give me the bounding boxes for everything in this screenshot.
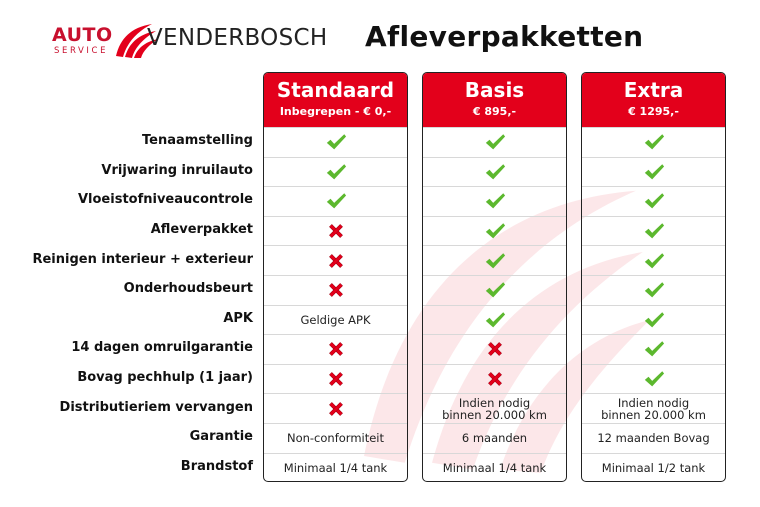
feature-label: Bovag pechhulp (1 jaar) [77,370,253,386]
package-column-basis [422,72,567,482]
feature-label: APK [223,310,253,326]
package-name: Extra [623,78,684,102]
table-cell [264,245,407,275]
package-price: Inbegrepen - € 0,- [279,105,392,118]
check-icon [325,131,347,153]
cross-icon [326,251,346,271]
cell-text: Minimaal 1/4 tank [283,460,388,475]
package-name: Basis [464,78,525,102]
check-icon [325,190,347,212]
feature-label: Vrijwaring inruilauto [101,162,253,178]
table-cell [582,453,725,482]
table-cell [264,334,407,364]
check-icon [484,190,506,212]
cell-text: Indien nodig binnen 20.000 km [442,395,547,422]
cross-icon [326,221,346,241]
table-cell [582,393,725,423]
table-cell [582,186,725,216]
cross-icon [326,339,346,359]
table-cell [264,157,407,187]
logo-service-text: SERVICE [54,46,109,56]
table-cell [582,216,725,246]
table-cell [423,305,566,335]
table-cell [264,275,407,305]
table-cell [264,393,407,423]
feature-label: Reinigen interieur + exterieur [32,251,253,267]
table-cell [423,364,566,394]
package-header [582,73,725,127]
check-icon [643,220,665,242]
table-cell [423,216,566,246]
check-icon [484,131,506,153]
table-cell [264,453,407,482]
table-cell [264,127,407,157]
table-cell [423,245,566,275]
feature-label: 14 dagen omruilgarantie [71,340,253,356]
table-cell [423,275,566,305]
package-price: € 895,- [472,105,517,118]
package-header [264,73,407,127]
feature-label: Tenaamstelling [141,133,253,149]
cross-icon [326,369,346,389]
table-cell [264,423,407,453]
brand-logo [52,22,332,58]
check-icon [484,220,506,242]
table-cell [264,364,407,394]
cell-text: 6 maanden [461,431,528,446]
check-icon [643,190,665,212]
package-price: € 1295,- [628,105,679,118]
table-cell [423,334,566,364]
check-icon [643,309,665,331]
check-icon [643,279,665,301]
table-cell [264,216,407,246]
cross-icon [326,280,346,300]
cross-icon [326,399,346,419]
table-cell [423,393,566,423]
cell-text: Indien nodig binnen 20.000 km [601,395,706,422]
cell-text: 12 maanden Bovag [597,431,710,446]
logo-brand-text: VENDERBOSCH [147,25,328,51]
check-icon [643,338,665,360]
table-cell [582,423,725,453]
cross-icon [485,339,505,359]
cell-text: Minimaal 1/4 tank [442,460,547,475]
cell-text: Geldige APK [300,312,371,327]
table-cell [582,245,725,275]
check-icon [484,279,506,301]
check-icon [643,161,665,183]
feature-label: Garantie [189,429,253,445]
cell-text: Non-conformiteit [286,431,385,446]
check-icon [325,161,347,183]
table-cell [582,275,725,305]
check-icon [484,250,506,272]
table-cell [582,334,725,364]
table-cell [423,186,566,216]
feature-label: Vloeistofniveaucontrole [77,192,253,208]
package-name: Standaard [276,78,395,102]
table-cell [423,157,566,187]
table-cell [423,453,566,482]
table-cell [264,305,407,335]
feature-label: Distributieriem vervangen [59,399,253,415]
package-header [423,73,566,127]
feature-label: Brandstof [180,458,253,474]
logo-auto-text: AUTO [52,24,113,46]
cell-text: Minimaal 1/2 tank [601,460,706,475]
table-cell [423,127,566,157]
table-cell [582,127,725,157]
check-icon [484,161,506,183]
table-cell [423,423,566,453]
package-column-standaard [263,72,408,482]
table-cell [582,305,725,335]
table-cell [264,186,407,216]
check-icon [643,250,665,272]
table-cell [582,364,725,394]
check-icon [643,131,665,153]
feature-label: Afleverpakket [150,222,253,238]
feature-label: Onderhoudsbeurt [123,281,253,297]
page-title: Afleverpakketten [365,20,644,53]
package-column-extra [581,72,726,482]
check-icon [643,368,665,390]
check-icon [484,309,506,331]
table-cell [582,157,725,187]
cross-icon [485,369,505,389]
